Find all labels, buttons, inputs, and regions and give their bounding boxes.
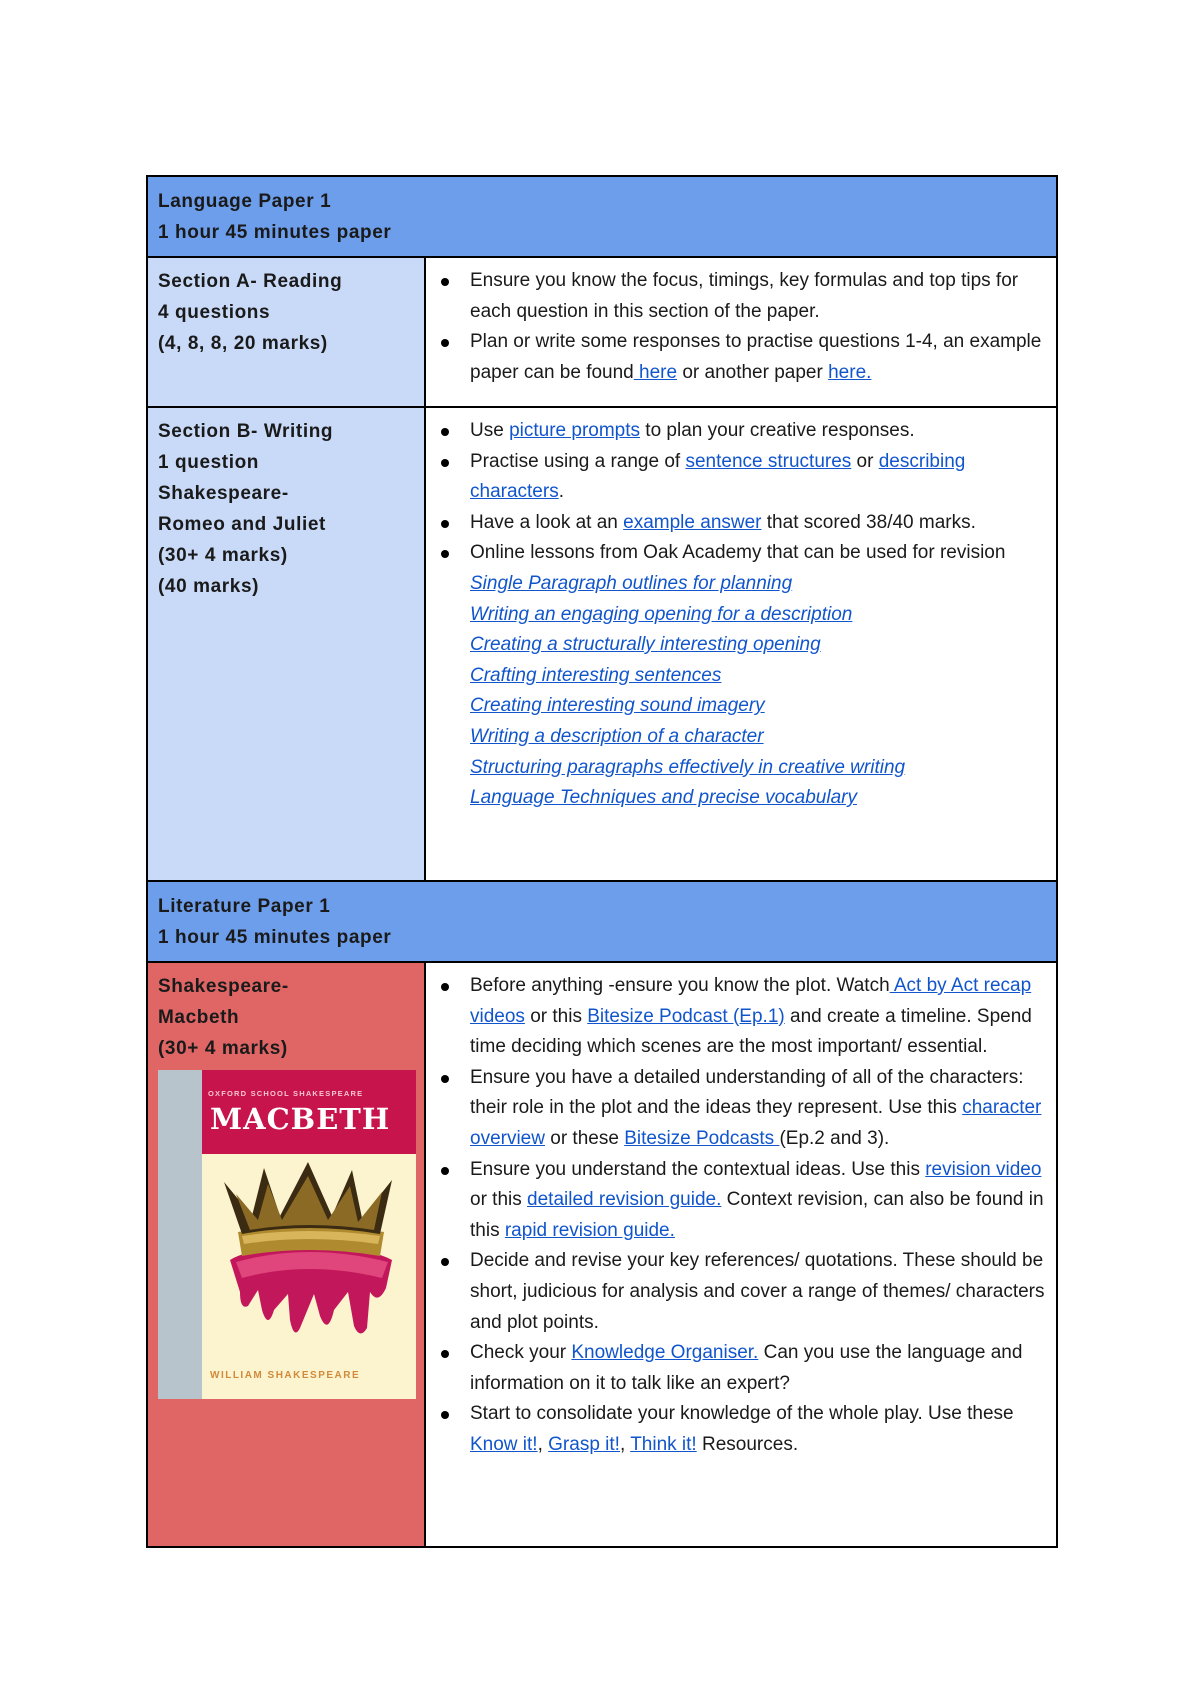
oak-lesson-link[interactable]: Language Techniques and precise vocabulary xyxy=(470,787,857,809)
think-it-link[interactable]: Think it! xyxy=(630,1433,697,1455)
section-b-label-cell xyxy=(147,407,425,881)
know-it-link[interactable]: Know it! xyxy=(470,1433,538,1455)
section-b-text-name: Romeo and Juliet xyxy=(158,514,326,535)
section-a-questions: 4 questions xyxy=(158,302,271,323)
crown-icon xyxy=(202,1160,416,1355)
literature-paper-duration: 1 hour 45 minutes paper xyxy=(158,927,392,948)
macbeth-tip-2: Ensure you have a detailed understanding of all of the characters: their role in the plot and the ideas they represent. Use this character overview or these Bitesize Podcasts (Ep.2 and 3). xyxy=(436,1063,1046,1155)
macbeth-tip-3: Ensure you understand the contextual ideas. Use this revision video or this detailed revision guide. Context revision, can also be found in this rapid revision guide. xyxy=(436,1155,1046,1247)
oak-lesson-link[interactable]: Writing an engaging opening for a description xyxy=(470,603,853,625)
revision-video-link[interactable]: revision video xyxy=(925,1158,1042,1180)
example-answer-link[interactable]: example answer xyxy=(623,511,762,533)
act-recap-videos-link[interactable]: Act by Act recap videos xyxy=(470,975,1032,1027)
language-paper-title: Language Paper 1 xyxy=(158,191,332,212)
detailed-revision-guide-link[interactable]: detailed revision guide. xyxy=(527,1189,722,1211)
knowledge-organiser-link[interactable]: Knowledge Organiser. xyxy=(571,1342,759,1364)
macbeth-tip-4: Decide and revise your key references/ quotations. These should be short, judicious for analysis and cover a range of themes/ characters and plot points. xyxy=(436,1246,1046,1338)
macbeth-tips-cell xyxy=(425,962,1057,1547)
section-b-row xyxy=(147,407,1057,881)
describing-characters-link[interactable]: describing characters xyxy=(470,450,966,503)
macbeth-label-cell xyxy=(147,962,425,1547)
literature-paper-header xyxy=(147,881,1057,962)
section-a-name: Section A- Reading xyxy=(158,271,343,292)
book-author: WILLIAM SHAKESPEARE xyxy=(210,1370,361,1381)
section-b-tip-3: Have a look at an example answer that scored 38/40 marks. xyxy=(436,508,1046,539)
character-overview-link[interactable]: character overview xyxy=(470,1097,1042,1149)
section-b-text-label: Shakespeare- xyxy=(158,483,289,504)
language-paper-header xyxy=(147,176,1057,257)
section-a-tip-1: Ensure you know the focus, timings, key formulas and top tips for each question in this section of the paper. xyxy=(436,266,1046,327)
another-paper-link[interactable]: here. xyxy=(828,361,872,383)
grasp-it-link[interactable]: Grasp it! xyxy=(548,1433,620,1455)
macbeth-book-cover-image xyxy=(158,1070,416,1399)
section-a-marks: (4, 8, 8, 20 marks) xyxy=(158,333,328,354)
bitesize-podcasts-link[interactable]: Bitesize Podcasts xyxy=(624,1127,780,1149)
section-b-tip-4: Online lessons from Oak Academy that can be used for revision xyxy=(436,538,1046,569)
section-b-marks-2: (40 marks) xyxy=(158,576,260,597)
section-b-name: Section B- Writing xyxy=(158,421,334,442)
oak-lesson-link[interactable]: Structuring paragraphs effectively in creative writing xyxy=(470,756,906,778)
oak-lesson-link[interactable]: Writing a description of a character xyxy=(470,725,764,747)
macbeth-tip-1: Before anything -ensure you know the plot. Watch Act by Act recap videos or this Bitesize Podcast (Ep.1) and create a timeline. Spend time deciding which scenes are the most important/ essential. xyxy=(436,971,1046,1063)
section-b-tips-cell xyxy=(425,407,1057,881)
oak-lesson-link[interactable]: Creating interesting sound imagery xyxy=(470,695,765,717)
macbeth-row xyxy=(147,962,1057,1547)
book-title: MACBETH xyxy=(210,1102,391,1136)
book-series-label: OXFORD SCHOOL SHAKESPEARE xyxy=(208,1089,364,1098)
macbeth-play-name: Macbeth xyxy=(158,1007,240,1028)
section-b-questions: 1 question xyxy=(158,452,260,473)
literature-paper-title: Literature Paper 1 xyxy=(158,896,331,917)
macbeth-tip-5: Check your Knowledge Organiser. Can you use the language and information on it to talk like an expert? xyxy=(436,1338,1046,1399)
section-a-tip-2: Plan or write some responses to practise questions 1-4, an example paper can be found here or another paper here. xyxy=(436,327,1046,388)
section-a-tips-cell xyxy=(425,257,1057,407)
oak-lesson-link[interactable]: Crafting interesting sentences xyxy=(470,664,722,686)
oak-lesson-link[interactable]: Creating a structurally interesting opening xyxy=(470,634,821,656)
picture-prompts-link[interactable]: picture prompts xyxy=(509,420,641,441)
macbeth-marks: (30+ 4 marks) xyxy=(158,1038,288,1059)
oak-lessons-list xyxy=(436,569,1046,814)
section-b-tip-2: Practise using a range of sentence structures or describing characters. xyxy=(436,447,1046,508)
oak-lesson-link[interactable]: Single Paragraph outlines for planning xyxy=(470,572,793,594)
bitesize-podcast-ep1-link[interactable]: Bitesize Podcast (Ep.1) xyxy=(587,1005,785,1027)
sentence-structures-link[interactable]: sentence structures xyxy=(685,450,852,472)
revision-table xyxy=(146,175,1058,1548)
section-a-label-cell xyxy=(147,257,425,407)
section-b-tip-1: Use picture prompts to plan your creative responses. xyxy=(436,416,1046,447)
example-paper-link[interactable]: here xyxy=(633,361,678,383)
language-paper-duration: 1 hour 45 minutes paper xyxy=(158,222,392,243)
rapid-revision-guide-link[interactable]: rapid revision guide. xyxy=(504,1219,675,1241)
macbeth-tip-6: Start to consolidate your knowledge of the whole play. Use these Know it!, Grasp it!, Think it! Resources. xyxy=(436,1399,1046,1460)
section-b-marks-1: (30+ 4 marks) xyxy=(158,545,288,566)
macbeth-label: Shakespeare- xyxy=(158,976,289,997)
section-a-row xyxy=(147,257,1057,407)
